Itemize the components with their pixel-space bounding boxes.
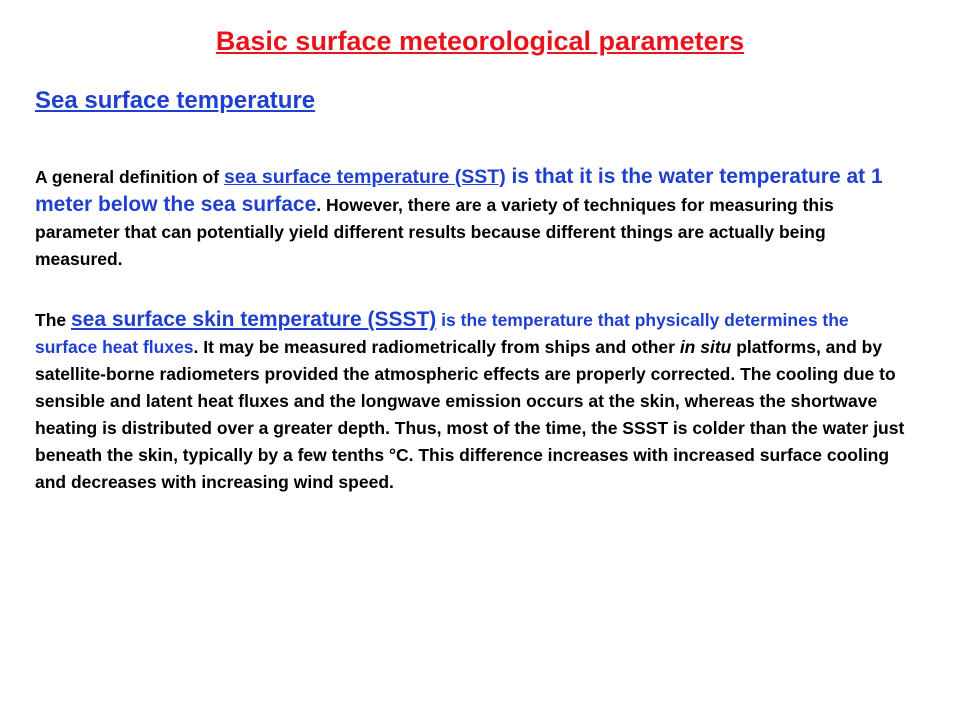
p2-rest-1: . It may be measured radiometrically from ships and other bbox=[193, 337, 680, 357]
p2-italic-in-situ: in situ bbox=[679, 337, 732, 357]
section-heading: Sea surface temperature bbox=[35, 87, 316, 114]
p1-term-sst: sea surface temperature (SST) bbox=[223, 166, 506, 188]
p2-term-ssst: sea surface skin temperature (SSST) bbox=[70, 308, 437, 331]
paragraph-sst-definition bbox=[35, 163, 915, 273]
p1-definition: is that it is the water temperature at 1 meter below the sea surface bbox=[35, 165, 883, 216]
p2-definition: is the temperature that physically determines the surface heat fluxes bbox=[35, 310, 849, 357]
slide-title: Basic surface meteorological parameters bbox=[215, 26, 745, 56]
p2-lead: The bbox=[35, 310, 71, 330]
p1-rest: . However, there are a variety of techniques for measuring this parameter that can potentially yield different results because different things are actually being measured. bbox=[35, 195, 834, 269]
p2-rest-2: platforms, and by satellite-borne radiometers provided the atmospheric effects are properly corrected. The cooling due to sensible and latent heat fluxes and the longwave emission occurs at the skin, whereas the shortwave heating is distributed over a greater depth. Thus, most of the time, the SSST is colder than the water just beneath the skin, typically by a few tenths °C. This difference increases with increased surface cooling and decreases with increasing wind speed. bbox=[35, 337, 905, 492]
p1-lead: A general definition of bbox=[35, 167, 224, 187]
paragraph-ssst-definition bbox=[35, 306, 915, 496]
